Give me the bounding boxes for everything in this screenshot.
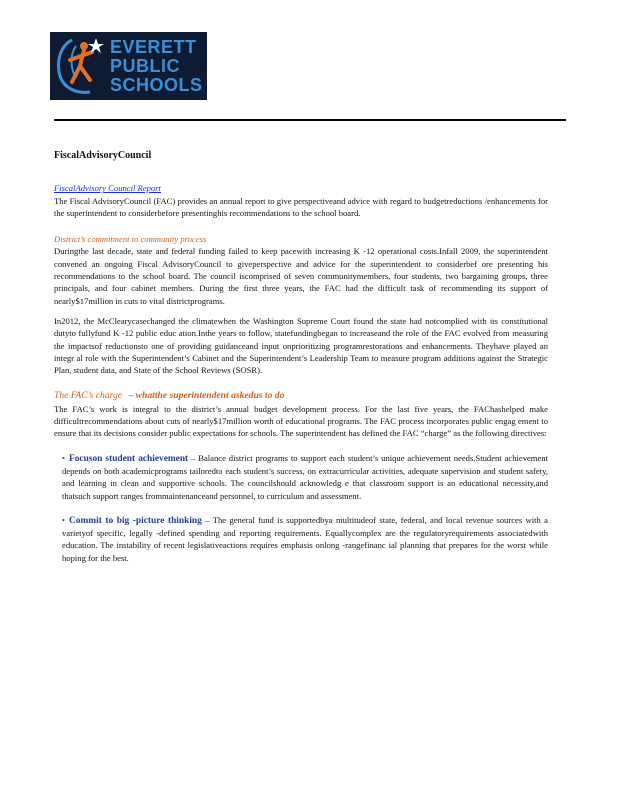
logo-line-2: PUBLIC bbox=[110, 56, 180, 76]
charge-heading-quote: – whatthe superintendent askedus to do bbox=[128, 390, 285, 402]
charge-heading-text: The FAC’s charge bbox=[54, 390, 123, 402]
commitment-paragraph-1: Duringthe last decade, state and federal funding failed to keep pacewith increasing K -12 operational costs.Infall 2009, the superintendent convened an ongoing Fiscal AdvisoryCouncil to giveperspective and advice for the superintendent to considerbef ore presenting his recommendations to the school board. The council iscomprised of seven communitymembers, four students, two bargaining groups, three principals, and four cabinet members. During the first three years, the FAC had the difficult task of recommending its support of nearly$17million in cuts to vital districtprograms. bbox=[54, 246, 548, 306]
fac-report-link[interactable]: FiscalAdvisory Council Report bbox=[54, 183, 161, 194]
section-heading-charge bbox=[54, 390, 548, 402]
intro-paragraph: The Fiscal AdvisoryCouncil (FAC) provides an annual report to give perspectiveand advice with regard to budgetreductions /enhancements for the superintendent to considerbefore presentinghis recommendations to the school board. bbox=[54, 195, 548, 218]
header-rule bbox=[54, 119, 566, 121]
bullet-item bbox=[54, 514, 548, 564]
bullet-text: – The general fund is supportedbya multitudeof state, federal, and local revenue sources with a varietyof specific, legally -defined spending and reporting requirements. Equallycomplex are the regulatoryrequirements associatedwith education. The instability of recent legislativeactions requires emphasis onlong -rangefinanc ial planning that prepares for the worst while hoping for the best. bbox=[62, 514, 548, 563]
logo bbox=[50, 32, 207, 100]
bullet-title: Focuson student achievement bbox=[69, 453, 189, 464]
document-body bbox=[54, 150, 548, 564]
charge-paragraph: The FAC’s work is integral to the district’s annual budget development process. For the last five years, the FAChashelped make difficultrecommendations about cuts of nearly$17million worth of educational programs. The FAC process incorporates public engag ement to ensure that its decisions consider public expectations for schools. The superintendent has defined the FAC “charge” as the following directives: bbox=[54, 403, 548, 439]
section-heading-commitment: District’s commitment to community process bbox=[54, 234, 207, 245]
bullet-item bbox=[54, 452, 548, 502]
logo-line-1: EVERETT bbox=[110, 37, 197, 57]
page-title: FiscalAdvisoryCouncil bbox=[54, 150, 152, 161]
intro-link bbox=[54, 182, 548, 194]
bullet-dot-icon: • bbox=[62, 514, 66, 525]
commitment-paragraph-2: In2012, the McClearycasechanged the climatewhen the Washington Supreme Court found the state had notcomplied with its constitutional dutyto fullyfund K -12 public educ ation.Inthe years to follow, statefundingbegan to increaseand the role of the FAC evolved from measuring the impactsof reductionsto one of providing guidanceand input onprioritizing programrestorations and enhancements. Theyhave played an integr al role with the Superintendent’s Cabinet and the Superintendent’s Leadership Team to measure program additions against the Strategic Plan, student data, and State of the School Reviews (SOSR). bbox=[54, 315, 548, 376]
bullet-title: Commit to big -picture thinking bbox=[69, 515, 202, 526]
logo-text bbox=[110, 38, 203, 95]
bullet-dot-icon: • bbox=[62, 452, 66, 463]
bullet-text: – Balance district programs to support each student’s unique achievement needs.Student achievement depends on both academicprograms tailoredto each student’s success, on extracurricular activities, adequate supervision and student safety, and learning in clean and supportive schools. The councilshould acknowledg e that classroom support is an educational necessity,and thatsuch support ranges frommaintenanceand personnel, to curriculum and assessment. bbox=[62, 452, 548, 501]
logo-line-3: SCHOOLS bbox=[110, 75, 203, 95]
